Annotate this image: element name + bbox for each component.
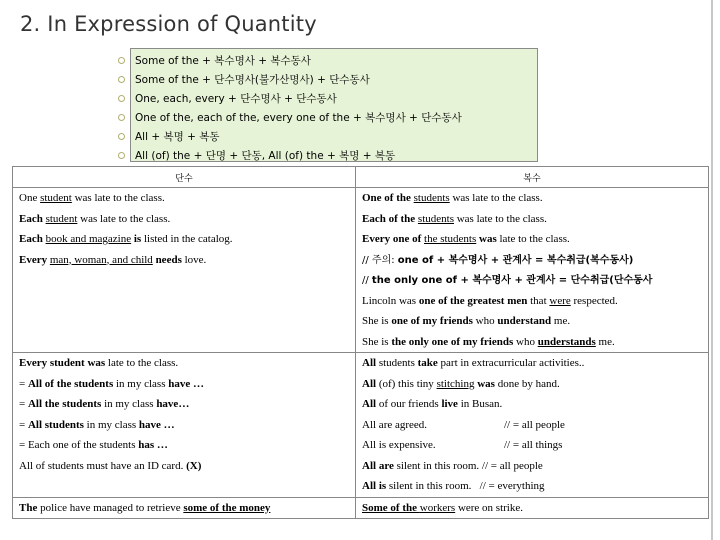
header-plural: 복수 [356, 167, 709, 188]
example-sentence: Each student was late to the class. [19, 212, 171, 225]
grammar-note: // the only one of + 복수명사 + 관계사 = 단수취급(단수동사 [362, 275, 653, 286]
example-sentence: She is the only one of my friends who understands me. [362, 335, 615, 348]
bullet-circle-icon [118, 152, 125, 159]
table-row [13, 497, 709, 518]
grammar-note: // 주의: one of + 복수명사 + 관계사 = 복수취급(복수동사) [362, 254, 634, 266]
example-sentence: One of the students was late to the class. [362, 192, 543, 204]
example-sentence: All of our friends live in Busan. [362, 398, 503, 410]
example-sentence: Every one of the students was late to the class. [362, 233, 570, 245]
example-sentence: All students take part in extracurricular activities.. [362, 357, 585, 369]
example-sentence: One student was late to the class. [19, 192, 165, 204]
table-row [13, 188, 709, 353]
bullet-circle-icon [118, 133, 125, 140]
cell-workers-example [356, 497, 709, 518]
example-sentence: = All students in my class have … [19, 418, 175, 431]
table-row [13, 353, 709, 498]
cell-plural-examples [356, 188, 709, 353]
example-sentence: = All the students in my class have… [19, 398, 190, 410]
example-sentence: She is one of my friends who understand me. [362, 315, 571, 327]
bullet-circle-icon [118, 114, 125, 121]
table-header-row [13, 167, 709, 188]
example-sentence: All are silent in this room. // = all people [362, 459, 543, 472]
example-sentence: All are agreed. // = all people [362, 418, 565, 431]
example-sentence: = Each one of the students has … [19, 439, 168, 451]
bullet-circle-icon [118, 76, 125, 83]
examples-table [12, 166, 709, 519]
example-sentence: Some of the workers were on strike. [362, 501, 523, 514]
rules-list [118, 52, 462, 166]
bullet-circle-icon [118, 57, 125, 64]
cell-singular-examples [13, 188, 356, 353]
cell-all-examples [356, 353, 709, 498]
example-sentence: Every student was late to the class. [19, 357, 179, 369]
header-singular: 단수 [13, 167, 356, 188]
slide-title: 2. In Expression of Quantity [20, 12, 317, 36]
bullet-circle-icon [118, 95, 125, 102]
example-sentence: Each book and magazine is listed in the catalog. [19, 233, 233, 245]
example-sentence: The police have managed to retrieve some of the money [19, 501, 271, 514]
cell-police-example [13, 497, 356, 518]
example-sentence: Each of the students was late to the class. [362, 212, 547, 225]
cell-every-all-examples [13, 353, 356, 498]
example-sentence: Lincoln was one of the greatest men that were respected. [362, 294, 618, 307]
rule-item: All (of) the + 단명 + 단동, All (of) the + 복명 + 복동 [118, 147, 462, 166]
rule-item: Some of the + 복수명사 + 복수동사 [118, 52, 462, 71]
slide-edge-rule [711, 0, 713, 540]
rule-item: All + 복명 + 복동 [118, 128, 462, 147]
example-sentence: All is expensive. // = all things [362, 439, 563, 451]
rule-item: One, each, every + 단수명사 + 단수동사 [118, 90, 462, 109]
example-sentence: All is silent in this room. // = everything [362, 480, 545, 492]
example-sentence: Every man, woman, and child needs love. [19, 253, 207, 266]
rule-item: Some of the + 단수명사(불가산명사) + 단수동사 [118, 71, 462, 90]
example-sentence: All (of) this tiny stitching was done by hand. [362, 377, 560, 390]
example-sentence: = All of the students in my class have … [19, 377, 204, 390]
example-sentence: All of students must have an ID card. (X) [19, 459, 202, 472]
rule-item: One of the, each of the, every one of the + 복수명사 + 단수동사 [118, 109, 462, 128]
